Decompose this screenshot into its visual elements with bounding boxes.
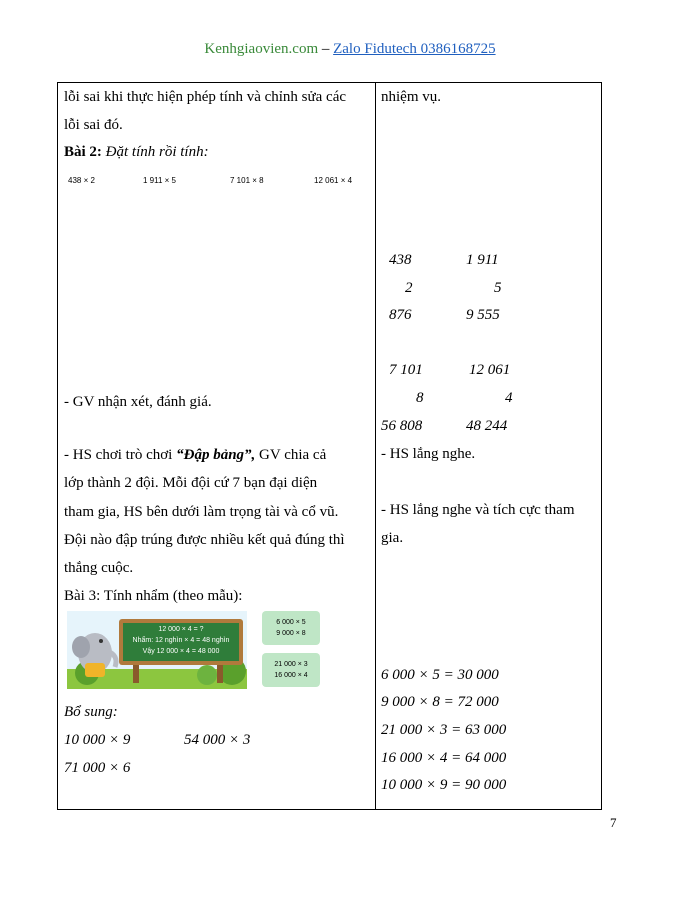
- page-header: [0, 41, 700, 58]
- calc-4-result: 48 244: [466, 418, 508, 434]
- gv-comment: - GV nhận xét, đánh giá.: [64, 394, 212, 410]
- card-1-line-2: 9 000 × 8: [276, 630, 306, 637]
- bai3-heading: Bài 3: Tính nhẩm (theo mẫu):: [64, 588, 243, 604]
- bosung-label: Bổ sung:: [64, 704, 118, 720]
- game-line-2: lớp thành 2 đội. Mỗi đội cứ 7 bạn đại diện: [64, 475, 318, 491]
- bosung-item-1: 10 000 × 9: [64, 732, 131, 748]
- lesson-table: [57, 82, 602, 810]
- calc-1-a: 438: [389, 252, 412, 268]
- bai2-text: Đặt tính rồi tính:: [105, 144, 209, 160]
- calc-1-b: 2: [405, 280, 413, 296]
- left-line-1: lỗi sai khi thực hiện phép tính và chỉnh sửa các: [64, 89, 347, 105]
- answer-1: 6 000 × 5 = 30 000: [381, 667, 499, 683]
- calc-3-b: 8: [416, 390, 424, 406]
- card-2-line-1: 21 000 × 3: [274, 661, 308, 668]
- left-line-2: lỗi sai đó.: [64, 117, 123, 133]
- board-line-2: Nhẩm: 12 nghìn × 4 = 48 nghìn: [132, 637, 230, 644]
- game-line-3: tham gia, HS bên dưới làm trọng tài và cổ vũ.: [64, 504, 339, 520]
- column-divider: [375, 83, 376, 809]
- game-name: “Đập bảng”,: [176, 447, 256, 463]
- calc-3-a: 7 101: [389, 362, 423, 378]
- calc-2-result: 9 555: [466, 307, 500, 323]
- bai2-heading: [64, 143, 209, 161]
- calc-3-result: 56 808: [381, 418, 423, 434]
- board-line-1: 12 000 × 4 = ?: [158, 626, 204, 633]
- calc-4-b: 4: [505, 390, 513, 406]
- listen-2-line-2: gia.: [381, 530, 404, 546]
- calc-4-a: 12 061: [469, 362, 511, 378]
- bosung-item-3: 71 000 × 6: [64, 760, 131, 776]
- answer-5: 10 000 × 9 = 90 000: [381, 777, 507, 793]
- bosung-item-2: 54 000 × 3: [184, 732, 251, 748]
- game-text-1: - HS chơi trò chơi: [64, 447, 177, 463]
- page-number: 7: [610, 815, 617, 830]
- bai2-label: Bài 2:: [64, 144, 102, 160]
- board-line-3: Vậy 12 000 × 4 = 48 000: [142, 648, 220, 655]
- calc-2-a: 1 911: [466, 252, 499, 268]
- right-line-1: nhiệm vụ.: [381, 89, 441, 105]
- answer-3: 21 000 × 3 = 63 000: [381, 722, 507, 738]
- bai2-item-2: 1 911 × 5: [143, 176, 176, 185]
- calc-1-result: 876: [389, 307, 412, 323]
- header-separator: –: [318, 41, 334, 57]
- answer-4: 16 000 × 4 = 64 000: [381, 750, 507, 766]
- bai3-illustration: [67, 611, 247, 689]
- bai2-item-4: 12 061 × 4: [314, 176, 353, 185]
- game-text-2: GV chia cả: [255, 447, 327, 463]
- game-line-4: Đội nào đập trúng được nhiều kết quả đúng thì: [64, 532, 345, 548]
- card-1-line-1: 6 000 × 5: [276, 619, 306, 626]
- bai2-item-3: 7 101 × 8: [230, 176, 264, 185]
- game-line-5: thắng cuộc.: [64, 560, 134, 576]
- site-name: Kenhgiaovien.com: [204, 41, 319, 57]
- example-card-1: [262, 611, 320, 645]
- game-line-1: [64, 446, 369, 464]
- listen-2-line-1: - HS lắng nghe và tích cực tham: [381, 502, 575, 518]
- listen-1: - HS lắng nghe.: [381, 446, 476, 462]
- answer-2: 9 000 × 8 = 72 000: [381, 694, 499, 710]
- zalo-link[interactable]: Zalo Fidutech 0386168725: [333, 41, 496, 57]
- bai2-item-1: 438 × 2: [68, 176, 95, 185]
- card-2-line-2: 16 000 × 4: [274, 672, 308, 679]
- example-card-2: [262, 653, 320, 687]
- calc-2-b: 5: [494, 280, 502, 296]
